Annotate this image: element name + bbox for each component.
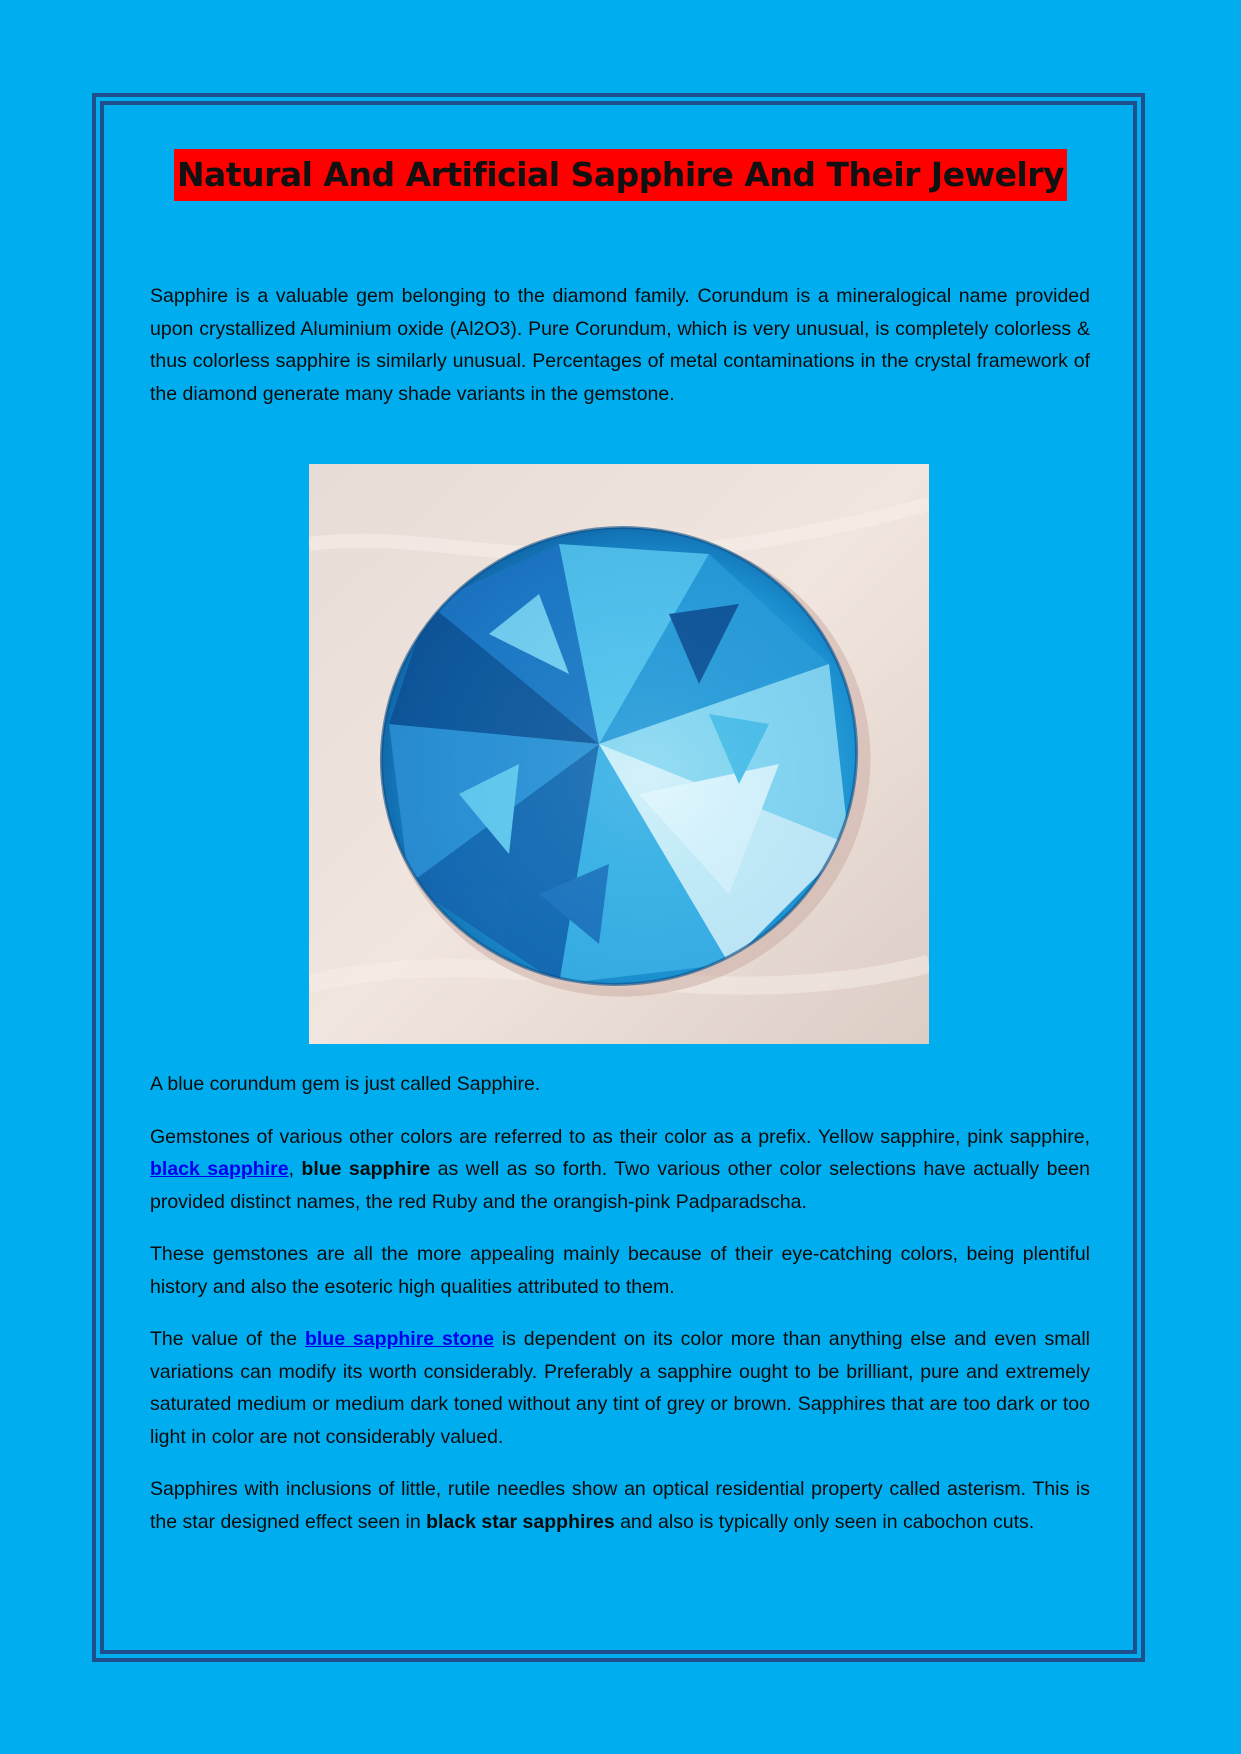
intro-paragraph: Sapphire is a valuable gem belonging to the diamond family. Corundum is a mineralogical name provided upon crystallized Aluminium oxide (Al2O3). Pure Corundum, which is very unusual, is completely colorless & thus colorless sapphire is similarly unusual. Percentages of metal contaminations in the crystal framework of the diamond generate many shade variants in the gemstone.	[150, 285, 1090, 405]
paragraph-asterism	[150, 1473, 1090, 1538]
paragraph-value-text-2: is dependent on its color more than anything else and even small variations can modify its worth considerably. Preferably a sapphire ought to be brilliant, pure and extremely saturated medium or medium dark toned without any tint of grey or brown. Sapphires that are too dark or too light in color are not considerably valued.	[150, 1328, 1090, 1448]
title-container	[0, 149, 1241, 201]
paragraph-colors-text-2: as well as so forth. Two various other color selections have actually been provided distinct names, the red Ruby and the orangish-pink Padparadscha.	[150, 1158, 1090, 1213]
paragraph-colors	[150, 1121, 1090, 1219]
blue-sapphire-bold: blue sapphire	[301, 1158, 431, 1180]
paragraph-asterism-text-2: and also is typically only seen in cabochon cuts.	[614, 1510, 1035, 1533]
black-sapphire-link[interactable]: black sapphire	[150, 1158, 289, 1180]
paragraph-colors-sep: ,	[288, 1158, 302, 1180]
black-star-sapphires-bold: black star sapphires	[426, 1510, 615, 1533]
paragraph-value-text-1: The value of the	[150, 1328, 305, 1350]
paragraph-asterism-text-1: Sapphires with inclusions of little, rutile needles show an optical residential property called asterism. This is the star designed effect seen in	[150, 1478, 1090, 1533]
page-title: Natural And Artificial Sapphire And Their Jewelry	[174, 149, 1067, 201]
body-section	[150, 1068, 1090, 1558]
paragraph-corundum: A blue corundum gem is just called Sapphire.	[150, 1073, 541, 1095]
sapphire-gem-image	[309, 464, 929, 1044]
blue-sapphire-stone-link[interactable]: blue sapphire stone	[304, 1328, 494, 1350]
paragraph-appeal: These gemstones are all the more appealing mainly because of their eye-catching colors, being plentiful history and also the esoteric high qualities attributed to them.	[150, 1243, 1090, 1298]
intro-section	[150, 280, 1090, 410]
paragraph-colors-text-1: Gemstones of various other colors are referred to as their color as a prefix. Yellow sapphire, pink sapphire,	[150, 1125, 1090, 1148]
paragraph-value	[150, 1323, 1090, 1453]
